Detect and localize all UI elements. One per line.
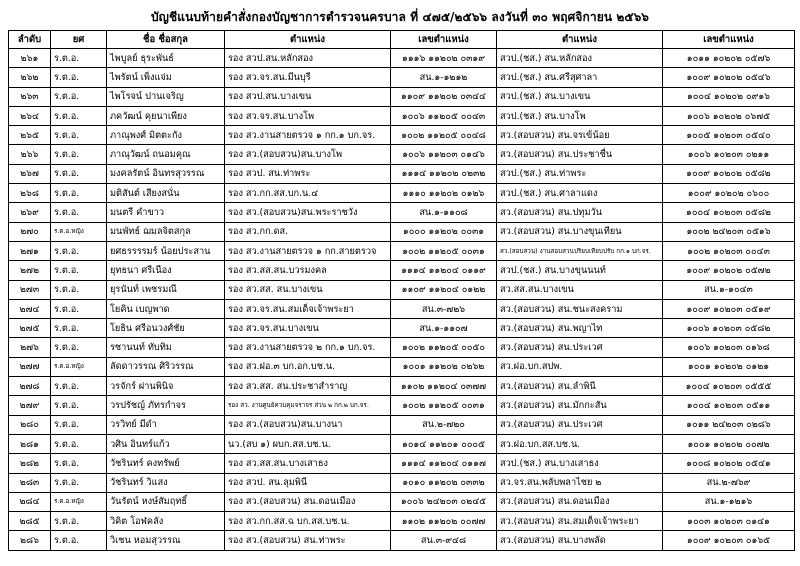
cell-name: มงคลรัตน์ อินทรสุวรรณ (107, 164, 225, 183)
cell-order: ๒๖๒ (9, 68, 51, 87)
table-row (9, 203, 795, 222)
cell-order: ๒๘๖ (9, 531, 51, 550)
cell-position: รอง สว.งานสายตรวจ ๑ กก.๑ บก.จร. (225, 126, 391, 145)
cell-new-position-number: ๑๐๐๙ ๑๐๒๐๒ ๐๕๗๒ (663, 261, 795, 280)
table-row (9, 415, 795, 434)
header-rank: ยศ (51, 31, 107, 49)
cell-new-position: สว.(สอบสวน) สน.ดอนเมือง (497, 492, 663, 511)
table-row (9, 473, 795, 492)
cell-rank: ร.ต.อ. (51, 164, 107, 183)
cell-name: โยคิน เบญพาด (107, 299, 225, 318)
cell-position: รอง สว.งานสายตรวจ ๑ กก.สายตรวจ (225, 241, 391, 260)
cell-rank: ร.ต.อ. (51, 68, 107, 87)
cell-order: ๒๖๗ (9, 164, 51, 183)
table-row (9, 126, 795, 145)
cell-position-number: ๑๐๐๑ ๑๑๒๐๒ ๐๒๖๒ (391, 357, 497, 376)
personnel-table (8, 30, 795, 551)
table-row (9, 299, 795, 318)
cell-position-number: ๑๐๐๒ ๑๑๒๐๕ ๐๐๓๑ (391, 396, 497, 415)
cell-new-position-number: สน.๑-๑๐๔๓ (663, 280, 795, 299)
cell-rank: ร.ต.อ. (51, 319, 107, 338)
cell-order: ๒๖๓ (9, 87, 51, 106)
cell-name: วัชรินทร์ วิแสง (107, 473, 225, 492)
header-new-position-number: เลขตำแหน่ง (663, 31, 795, 49)
cell-position-number: สน.๑-๑๒๑๒ (391, 68, 497, 87)
cell-order: ๒๖๔ (9, 106, 51, 125)
table-row (9, 184, 795, 203)
cell-new-position: สว.สส.สน.บางเขน (497, 280, 663, 299)
cell-order: ๒๗๖ (9, 338, 51, 357)
cell-order: ๒๗๑ (9, 241, 51, 260)
cell-rank: ร.ต.อ. (51, 203, 107, 222)
cell-name: รชานนท์ ทับทิม (107, 338, 225, 357)
cell-new-position-number: ๑๐๐๑ ๑๐๒๐๒ ๐๑๒๑ (663, 357, 795, 376)
cell-rank: ร.ต.อ. (51, 145, 107, 164)
cell-new-position: สว.ฝอ.บก.สส.บช.น. (497, 434, 663, 453)
cell-rank: ร.ต.อ. (51, 299, 107, 318)
cell-position: รอง สวป.สน.หลักสอง (225, 49, 391, 68)
cell-new-position-number: ๑๐๐๙ ๑๐๒๐๒ ๐๖๐๐ (663, 184, 795, 203)
cell-new-position-number: ๑๐๐๔ ๑๐๒๐๓ ๐๕๕๕ (663, 377, 795, 396)
cell-position: รอง สวป.สน.บางเขน (225, 87, 391, 106)
table-row (9, 512, 795, 531)
cell-new-position-number: ๑๐๐๕ ๑๐๒๐๓ ๐๕๔๐ (663, 126, 795, 145)
cell-position-number: ๑๐๐๒ ๑๑๒๐๕ ๐๐๔๘ (391, 126, 497, 145)
cell-order: ๒๘๑ (9, 434, 51, 453)
table-row (9, 241, 795, 260)
cell-position-number: ๑๑๑๔ ๑๑๒๐๔ ๐๑๑๗ (391, 454, 497, 473)
table-row (9, 319, 795, 338)
cell-new-position: สวป.(ชส.) สน.บางเสาธง (497, 454, 663, 473)
cell-name: วรวิทย์ มีดำ (107, 415, 225, 434)
header-position: ตำแหน่ง (225, 31, 391, 49)
cell-name: วิเชน หอมสุวรรณ (107, 531, 225, 550)
cell-rank: ร.ต.อ. (51, 261, 107, 280)
cell-new-position: สวป.(ชส.) สน.บางโพ (497, 106, 663, 125)
cell-name: มนพัทธ์ ฌมลจิตสกุล (107, 222, 225, 241)
cell-position-number: ๑๑๑๖ ๑๑๒๐๒ ๐๓๑๙ (391, 49, 497, 68)
cell-position-number: ๑๑๐๙ ๑๑๒๐๔ ๐๑๒๒ (391, 280, 497, 299)
cell-position: รอง สว.(สอบสวน)สน.บางนา (225, 415, 391, 434)
cell-new-position: สว.(สอบสวน) สน.ปทุมวัน (497, 203, 663, 222)
cell-new-position: สวป.(ชส.) สน.ท่าพระ (497, 164, 663, 183)
cell-rank: ร.ต.อ. (51, 87, 107, 106)
cell-new-position-number: ๑๐๐๓ ๑๐๒๐๓ ๐๑๔๑ (663, 512, 795, 531)
table-row (9, 49, 795, 68)
cell-name: ไพรัตน์ เพ็งแจ่ม (107, 68, 225, 87)
header-new-position: ตำแหน่ง (497, 31, 663, 49)
cell-new-position-number: ๑๐๐๔ ๑๐๒๐๓ ๐๕๘๒ (663, 203, 795, 222)
cell-new-position-number: ๑๐๐๙ ๑๐๒๐๓ ๐๑๖๕ (663, 531, 795, 550)
cell-rank: ร.ต.อ. (51, 434, 107, 453)
cell-position-number: ๑๐๐๒ ๑๑๒๐๕ ๐๐๕๐ (391, 338, 497, 357)
document-title: บัญชีแนบท้ายคำสั่งกองบัญชาการตำรวจนครบาล ที่ ๔๗๕/๒๕๖๖ ลงวันที่ ๓๐ พฤศจิกายน ๒๕๖๖ (150, 10, 650, 24)
cell-rank: ร.ต.อ. (51, 512, 107, 531)
cell-new-position-number: ๑๐๐๙ ๑๐๒๐๒ ๐๕๔๖ (663, 68, 795, 87)
header-order: ลำดับ (9, 31, 51, 49)
cell-order: ๒๘๔ (9, 492, 51, 511)
table-body (9, 49, 795, 551)
cell-new-position-number: ๑๐๐๔ ๑๐๒๐๒ ๐๙๑๖ (663, 87, 795, 106)
cell-new-position: สวป.(ชส.) สน.หลักสอง (497, 49, 663, 68)
cell-new-position: สว.(สอบสวน) งานสอบสวนปริยบเทียบปรับ กก.๑ บก.จร. (497, 241, 663, 260)
cell-position: รอง สว.จร.สน.บางเขน (225, 319, 391, 338)
cell-order: ๒๖๘ (9, 184, 51, 203)
cell-name: ยุทธนา ศรีเนือง (107, 261, 225, 280)
table-row (9, 338, 795, 357)
cell-order: ๒๗๔ (9, 299, 51, 318)
cell-rank: ร.ต.อ. (51, 415, 107, 434)
cell-new-position: สวป.(ชส.) สน.ศรีสุศาลา (497, 68, 663, 87)
cell-new-position-number: สน.๑-๑๒๑๖ (663, 492, 795, 511)
cell-position: รอง สว.จร.สน.สมเด็จเจ้าพระยา (225, 299, 391, 318)
cell-rank: ร.ต.อ. (51, 454, 107, 473)
table-row (9, 434, 795, 453)
cell-position: รอง สวป. สน.ลุมพินี (225, 473, 391, 492)
cell-position: นว.(สบ ๑) ผบก.สส.บช.น. (225, 434, 391, 453)
cell-rank: ร.ต.อ.หญิง (51, 357, 107, 376)
cell-name: วรปรัชญ์ ภัทรกำจร (107, 396, 225, 415)
cell-position: รอง สว.สส.สน.บวรมงคล (225, 261, 391, 280)
cell-rank: ร.ต.อ. (51, 106, 107, 125)
cell-rank: ร.ต.อ.หญิง (51, 222, 107, 241)
cell-order: ๒๘๒ (9, 454, 51, 473)
cell-new-position-number: ๑๐๐๙ ๑๐๒๐๓ ๐๕๑๙ (663, 299, 795, 318)
cell-new-position: สว.(สอบสวน) สน.จรเข้น้อย (497, 126, 663, 145)
cell-name: โยธิน ศรีอนวงศ์ชัย (107, 319, 225, 338)
cell-new-position-number: ๑๐๐๒ ๑๐๒๐๓ ๐๐๔๓ (663, 241, 795, 260)
cell-name: วันรัตน์ หงษ์สัมฤทธิ์ (107, 492, 225, 511)
cell-new-position-number: ๑๐๐๖ ๑๐๒๐๓ ๐๑๖๘ (663, 338, 795, 357)
cell-new-position-number: ๑๐๐๘ ๑๐๒๐๒ ๐๕๔๑ (663, 454, 795, 473)
cell-position-number: สน.๓-๗๒๖ (391, 299, 497, 318)
cell-name: ไพโรจน์ ปานเจริญ (107, 87, 225, 106)
cell-position-number: ๑๑๐๒ ๑๑๒๐๒ ๐๐๗๗ (391, 512, 497, 531)
cell-new-position: สว.(สอบสวน) สน.ลำพินี (497, 377, 663, 396)
cell-position-number: ๑๐๐๖ ๑๑๒๐๓ ๐๑๔๖ (391, 145, 497, 164)
cell-new-position: สวป.(ชส.) สน.บางขุนนนท์ (497, 261, 663, 280)
cell-position-number: ๑๐๑๐ ๑๑๒๐๒ ๐๓๓๒ (391, 473, 497, 492)
table-row (9, 396, 795, 415)
table-row (9, 145, 795, 164)
cell-position-number: ๑๐๐๖ ๒๔๒๐๓ ๐๒๔๕ (391, 492, 497, 511)
cell-rank: ร.ต.อ. (51, 531, 107, 550)
cell-name: ยศธรรรรมร์ น้อยประสาน (107, 241, 225, 260)
cell-position-number: สน.๓-๙๔๘ (391, 531, 497, 550)
cell-position: รอง สว.กก.สส.ฉ บก.สส.บช.น. (225, 512, 391, 531)
cell-position-number: ๑๐๑๔ ๑๑๒๐๑ ๐๐๐๕ (391, 434, 497, 453)
cell-position: รอง สว.(สอบสวน) สน.ท่าพระ (225, 531, 391, 550)
cell-order: ๒๘๐ (9, 415, 51, 434)
cell-new-position-number: สน.๒-๗๖๙ (663, 473, 795, 492)
table-row (9, 68, 795, 87)
cell-order: ๒๗๙ (9, 396, 51, 415)
cell-rank: ร.ต.อ. (51, 280, 107, 299)
cell-position-number: ๑๐๐๒ ๑๑๒๐๕ ๐๐๓๑ (391, 241, 497, 260)
cell-new-position: สว.(สอบสวน) สน.ชนะสงคราม (497, 299, 663, 318)
cell-position-number: ๑๐๐๖ ๑๑๒๐๕ ๐๐๔๓ (391, 106, 497, 125)
cell-name: มติสันต์ เสียงสนั่น (107, 184, 225, 203)
table-row (9, 492, 795, 511)
cell-rank: ร.ต.อ. (51, 377, 107, 396)
cell-name: มนตรี คำขาว (107, 203, 225, 222)
cell-rank: ร.ต.อ. (51, 396, 107, 415)
cell-new-position: สวป.(ชส.) สน.บางเขน (497, 87, 663, 106)
table-row (9, 106, 795, 125)
cell-new-position: สว.(สอบสวน) สน.บางพลัด (497, 531, 663, 550)
table-row (9, 454, 795, 473)
cell-rank: ร.ต.อ.หญิง (51, 492, 107, 511)
cell-rank: ร.ต.อ. (51, 126, 107, 145)
cell-position: รอง สว.กก.ดส. (225, 222, 391, 241)
cell-rank: ร.ต.อ. (51, 49, 107, 68)
table-row (9, 87, 795, 106)
cell-order: ๒๘๕ (9, 512, 51, 531)
cell-new-position: สว.(สอบสวน) สน.สมเด็จเจ้าพระยา (497, 512, 663, 531)
cell-new-position: สว.(สอบสวน) สน.ประเวศ (497, 338, 663, 357)
cell-order: ๒๖๑ (9, 49, 51, 68)
cell-position-number: ๑๑๐๙ ๑๑๒๐๒ ๐๓๔๔ (391, 87, 497, 106)
cell-new-position: สว.(สอบสวน) สน.มักกะสัน (497, 396, 663, 415)
cell-rank: ร.ต.อ. (51, 241, 107, 260)
table-row (9, 261, 795, 280)
cell-position-number: ๑๑๑๐ ๑๑๒๐๒ ๐๑๒๖ (391, 184, 497, 203)
table-row (9, 377, 795, 396)
cell-order: ๒๖๕ (9, 126, 51, 145)
cell-name: วศิน อินทร์แก้ว (107, 434, 225, 453)
cell-name: ลัดดาวรรณ ศิริวรรณ (107, 357, 225, 376)
cell-position-number: ๑๑๑๔ ๑๑๒๐๒ ๐๒๓๒ (391, 164, 497, 183)
cell-position: รอง สว.สส. สน.ประชาสำราญ (225, 377, 391, 396)
cell-position: รอง สวป. สน.ท่าพระ (225, 164, 391, 183)
header-position-number: เลขตำแหน่ง (391, 31, 497, 49)
cell-name: วิคิต โอฬคลัง (107, 512, 225, 531)
cell-order: ๒๗๓ (9, 280, 51, 299)
table-row (9, 164, 795, 183)
cell-position: รอง สว.(สอบสวน)สน.พระราชวัง (225, 203, 391, 222)
cell-position-number: ๑๑๐๒ ๑๑๒๐๔ ๐๓๗๗ (391, 377, 497, 396)
cell-position-number: สน.๑-๑๑๐๘ (391, 203, 497, 222)
cell-new-position-number: ๑๐๐๔ ๑๐๒๐๓ ๐๕๑๑ (663, 396, 795, 415)
cell-name: ภควัฒน์ คุยนาเพียง (107, 106, 225, 125)
cell-order: ๒๗๘ (9, 377, 51, 396)
cell-order: ๒๗๗ (9, 357, 51, 376)
cell-rank: ร.ต.อ. (51, 338, 107, 357)
cell-order: ๒๗๐ (9, 222, 51, 241)
cell-new-position-number: ๑๐๑๑ ๒๔๒๐๓ ๐๒๘๖ (663, 415, 795, 434)
cell-name: ยุรนันท์ เพชรมณี (107, 280, 225, 299)
cell-new-position-number: ๑๐๐๙ ๑๐๒๐๒ ๐๕๘๒ (663, 164, 795, 183)
table-row (9, 531, 795, 550)
cell-position: รอง สว.จร.สน.มีนบุรี (225, 68, 391, 87)
cell-position: รอง สว.ฝอ.๓ บก.อก.บช.น. (225, 357, 391, 376)
table-row (9, 357, 795, 376)
header-name: ชื่อ ชื่อสกุล (107, 31, 225, 49)
cell-name: ภาณุพงศ์ มิตตะกัง (107, 126, 225, 145)
cell-new-position: สว.(สอบสวน) สน.ประชาชื่น (497, 145, 663, 164)
cell-new-position: สว.ฝอ.บก.สปพ. (497, 357, 663, 376)
cell-new-position-number: ๑๐๐๑ ๑๐๒๐๒ ๐๐๗๒ (663, 434, 795, 453)
cell-position: รอง สว.สส. สน.บางเขน (225, 280, 391, 299)
cell-rank: ร.ต.อ. (51, 473, 107, 492)
cell-order: ๒๖๖ (9, 145, 51, 164)
cell-position: รอง สว.(สอบสวน) สน.ดอนเมือง (225, 492, 391, 511)
cell-order: ๒๗๒ (9, 261, 51, 280)
cell-new-position: สว.(สอบสวน) สน.ประเวศ (497, 415, 663, 434)
cell-new-position-number: ๑๐๐๖ ๑๐๒๐๓ ๐๕๘๒ (663, 319, 795, 338)
cell-name: ไพบูลย์ ธุระพันธ์ (107, 49, 225, 68)
cell-position: รอง สว.กก.สส.บก.น.๔ (225, 184, 391, 203)
table-row (9, 222, 795, 241)
cell-name: ภาณุวัฒน์ ถนอมคุณ (107, 145, 225, 164)
table-header-row (9, 31, 795, 49)
cell-new-position-number: ๑๐๐๖ ๑๐๒๐๒ ๐๖๗๕ (663, 106, 795, 125)
cell-position: รอง สว.(สอบสวน)สน.บางโพ (225, 145, 391, 164)
cell-new-position-number: ๑๐๐๖ ๑๐๒๐๓ ๐๒๑๑ (663, 145, 795, 164)
cell-new-position-number: ๑๐๑๑ ๑๐๒๐๒ ๐๕๗๖ (663, 49, 795, 68)
cell-order: ๒๘๓ (9, 473, 51, 492)
cell-new-position: สว.(สอบสวน) สน.บางขุนเทียน (497, 222, 663, 241)
cell-new-position-number: ๑๐๐๒ ๒๔๒๐๓ ๐๕๑๖ (663, 222, 795, 241)
cell-position-number: ๑๑๑๔ ๑๑๒๐๔ ๐๑๑๙ (391, 261, 497, 280)
cell-position-number: สน.๑-๑๑๐๗ (391, 319, 497, 338)
cell-position-number: ๑๐๐๐ ๑๑๒๐๒ ๐๐๓๑ (391, 222, 497, 241)
cell-order: ๒๗๕ (9, 319, 51, 338)
cell-name: วรจักร์ ผ่านพินิจ (107, 377, 225, 396)
cell-order: ๒๖๙ (9, 203, 51, 222)
cell-position: รอง สว.จร.สน.บางโพ (225, 106, 391, 125)
cell-position: รอง สว.งานสายตรวจ ๒ กก.๑ บก.จร. (225, 338, 391, 357)
cell-position: รอง สว. งานศูนย์ควบคุมจราจร ส่วน ๒ กก.๒ บก.จร. (225, 396, 391, 415)
cell-new-position: สวป.(ชส.) สน.ศาลาแดง (497, 184, 663, 203)
cell-position: รอง สว.สส.สน.บางเสาธง (225, 454, 391, 473)
table-row (9, 280, 795, 299)
cell-name: วัชรินทร์ คงทรัพย์ (107, 454, 225, 473)
cell-position-number: สน.๒-๗๒๐ (391, 415, 497, 434)
cell-new-position: สว.จร.สน.พลับพลาไชย ๒ (497, 473, 663, 492)
cell-rank: ร.ต.อ. (51, 184, 107, 203)
cell-new-position: สว.(สอบสวน) สน.พญาไท (497, 319, 663, 338)
